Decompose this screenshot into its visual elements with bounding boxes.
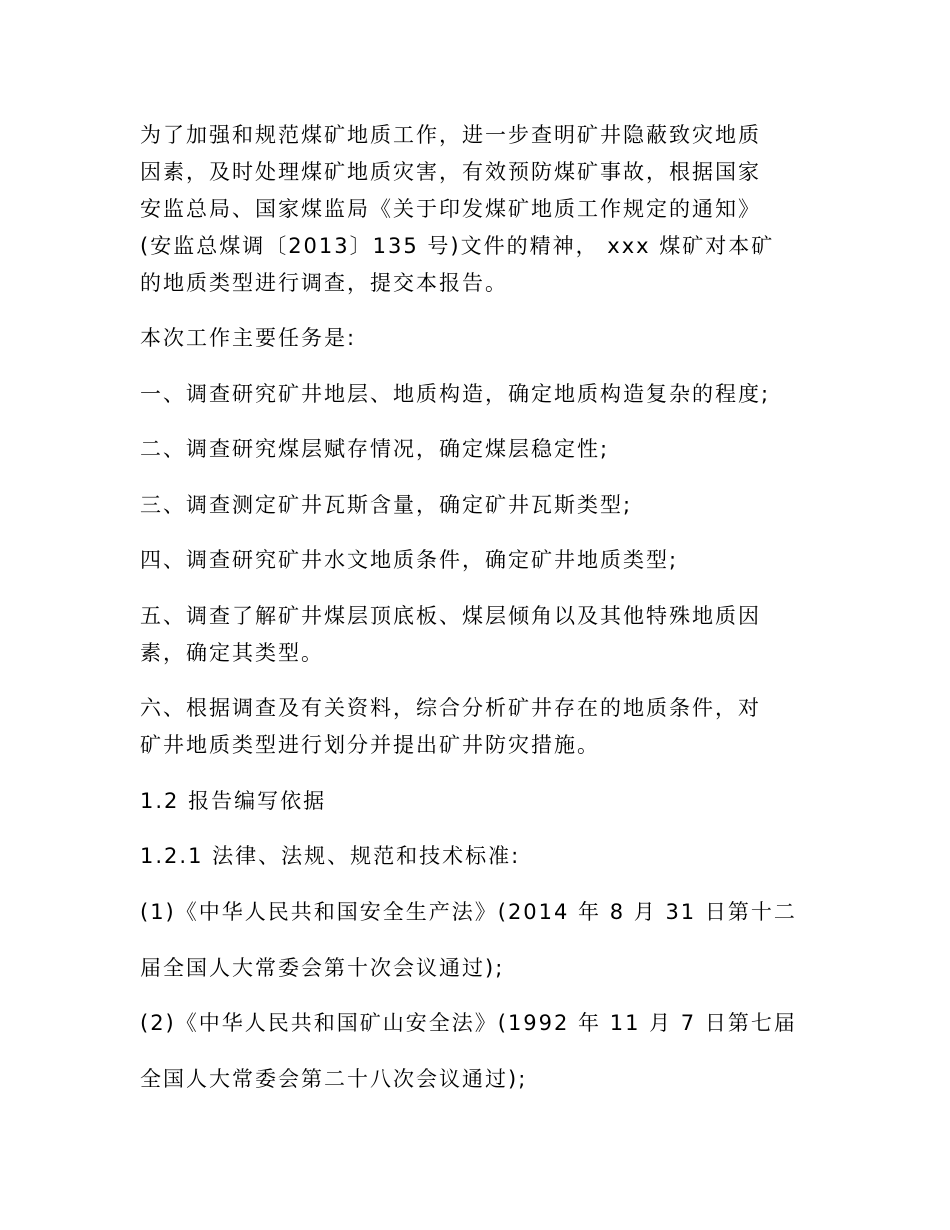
tasks-heading: 本次工作主要任务是: <box>140 326 357 350</box>
task-item-4: 四、调查研究矿井水文地质条件，确定矿井地质类型; <box>140 548 679 572</box>
paragraph-intro-line-4: (安监总煤调〔2013〕135 号)文件的精神， xxx 煤矿对本矿 <box>140 234 775 258</box>
reference-item-2-line-2: 全国人大常委会第二十八次会议通过); <box>140 1067 528 1091</box>
section-heading-1-2-1: 1.2.1 法律、法规、规范和技术标准: <box>140 844 521 868</box>
reference-item-2-line-1: (2)《中华人民共和国矿山安全法》(1992 年 11 月 7 日第七届 <box>140 1011 797 1035</box>
reference-item-1-line-2: 届全国人大常委会第十次会议通过); <box>140 956 505 980</box>
task-item-3: 三、调查测定矿井瓦斯含量，确定矿井瓦斯类型; <box>140 493 633 517</box>
section-heading-1-2: 1.2 报告编写依据 <box>140 789 327 813</box>
task-item-5-line-2: 素，确定其类型。 <box>140 641 324 665</box>
task-item-5-line-1: 五、调查了解矿井煤层顶底板、煤层倾角以及其他特殊地质因 <box>140 604 761 628</box>
task-item-6-line-2: 矿井地质类型进行划分并提出矿井防灾措施。 <box>140 733 600 757</box>
task-item-1: 一、调查研究矿井地层、地质构造，确定地质构造复杂的程度; <box>140 382 771 406</box>
task-item-6-line-1: 六、根据调查及有关资料，综合分析矿井存在的地质条件，对 <box>140 696 761 720</box>
paragraph-intro-line-5: 的地质类型进行调查，提交本报告。 <box>140 271 508 295</box>
reference-item-1-line-1: (1)《中华人民共和国安全生产法》(2014 年 8 月 31 日第十二 <box>140 900 797 924</box>
paragraph-intro-line-3: 安监总局、国家煤监局《关于印发煤矿地质工作规定的通知》 <box>140 197 761 221</box>
task-item-2: 二、调查研究煤层赋存情况，确定煤层稳定性; <box>140 437 610 461</box>
paragraph-intro-line-2: 因素，及时处理煤矿地质灾害，有效预防煤矿事故，根据国家 <box>140 160 761 184</box>
paragraph-intro-line-1: 为了加强和规范煤矿地质工作，进一步查明矿井隐蔽致灾地质 <box>140 123 761 147</box>
